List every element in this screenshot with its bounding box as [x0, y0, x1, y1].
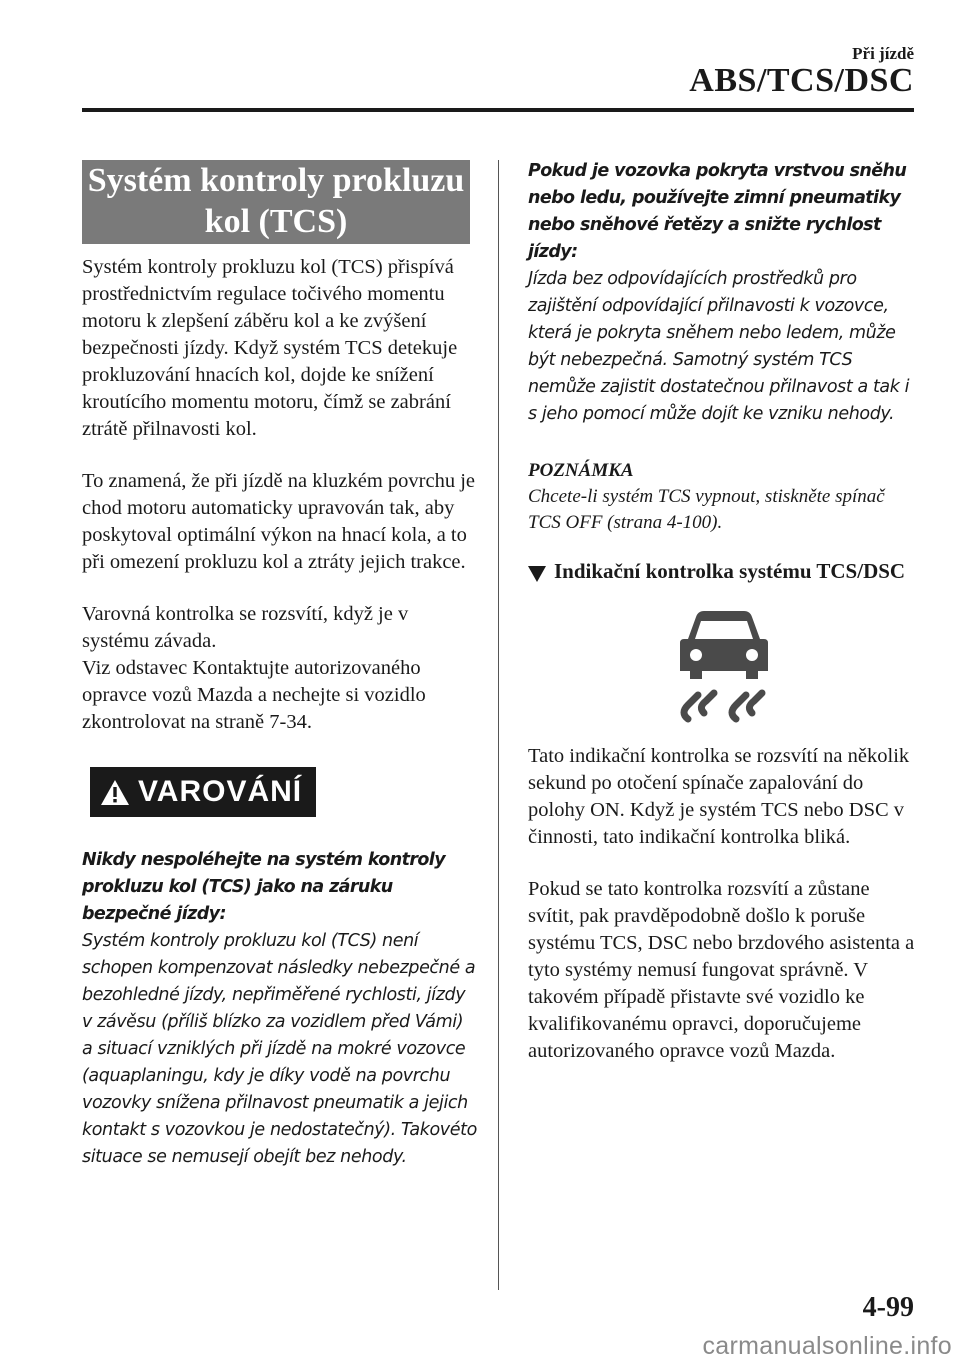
note-heading: POZNÁMKA — [528, 460, 634, 481]
tcs-slippery-paragraph: To znamená, že při jízdě na kluzkém povrchu je chod motoru automaticky upravován tak, aby poskytoval optimální výkon na hnací kola, a to při omezení prokluzu kol a ztráty jejich trakce. — [82, 470, 476, 573]
contact-dealer-paragraph: Viz odstavec Kontaktujte autorizovaného opravce vozů Mazda a nechejte si vozidlo zkontrolovat na straně 7-34. — [82, 657, 426, 733]
indicator-paragraph-1: Tato indikační kontrolka se rozsvítí na několik sekund po otočení spínače zapalování do polohy ON. Když je systém TCS nebo DSC v činnosti, tato indikační kontrolka bliká. — [528, 745, 910, 848]
column-divider — [498, 160, 499, 1290]
snow-warning-heading: Pokud je vozovka pokryta vrstvou sněhu nebo ledu, používejte zimní pneumatiky nebo sněhové řetězy a snižte rychlost jízdy: — [528, 161, 907, 262]
left-column — [82, 254, 478, 1171]
header-chapter-title: ABS/TCS/DSC — [689, 62, 914, 99]
page-number: 4-99 — [862, 1292, 914, 1323]
header-section-title: Při jízdě — [852, 44, 914, 63]
section-title-line2: kol (TCS) — [204, 203, 348, 240]
section-title-line1: Systém kontroly prokluzu — [87, 162, 465, 199]
snow-warning-body: Jízda bez odpovídajících prostředků pro zajištění odpovídající přilnavosti k vozovce, která je pokryta sněhem nebo ledem, může být nebezpečná. Samotný systém TCS nemůže zajistit dostatečnou přilnavost a tak i s jeho pomocí může dojít ke vzniku nehody. — [528, 269, 910, 424]
warning-triangle-icon — [100, 776, 130, 818]
warning-heading: Nikdy nespoléhejte na systém kontroly prokluzu kol (TCS) jako na záruku bezpečné jízdy: — [82, 850, 446, 924]
warning-label: VAROVÁNÍ — [138, 775, 303, 808]
indicator-icon-area — [528, 607, 918, 729]
warning-badge — [90, 767, 316, 817]
indicator-subsection-title: Indikační kontrolka systému TCS/DSC — [554, 559, 906, 583]
tcs-dsc-indicator-icon — [674, 607, 774, 723]
right-column — [528, 158, 918, 1090]
tcs-intro-paragraph: Systém kontroly prokluzu kol (TCS) přispívá prostřednictvím regulace točivého momentu motoru k zlepšení záběru kol a ke zvýšení bezpečnosti jízdy. Když systém TCS detekuje prokluzování hnacích kol, dojde ke snížení kroutícího momentu motoru, čímž se zabrání ztrátě přilnavosti kol. — [82, 256, 458, 440]
indicator-subsection-heading — [528, 558, 918, 585]
indicator-paragraph-2: Pokud se tato kontrolka rozsvítí a zůstane svítit, pak pravděpodobně došlo k poruše systému TCS, DSC nebo brzdového asistenta a tyto systémy nemusí fungovat správně. V takovém případě přistavte své vozidlo ke kvalifikovanému opravci, doporučujeme autorizovaného opravce vozů Mazda. — [528, 878, 915, 1062]
warning-light-paragraph: Varovná kontrolka se rozsvítí, když je v systému závada. — [82, 603, 409, 652]
down-triangle-icon — [528, 566, 546, 587]
section-title-box — [82, 160, 470, 244]
note-body: Chcete-li systém TCS vypnout, stiskněte spínač TCS OFF (strana 4-100). — [528, 486, 885, 533]
header-divider — [82, 108, 914, 112]
warning-body: Systém kontroly prokluzu kol (TCS) není schopen kompenzovat následky nebezpečné a bezohledné jízdy, nepřiměřené rychlosti, jízdy v závěsu (příliš blízko za vozidlem před Vámi) a situací vzniklých při jízdě na mokré vozovce (aquaplaningu, kdy je díky vodě na povrchu vozovky snížena přilnavost pneumatik a jejich kontakt s vozovkou je nedostatečný). Takovéto situace se nemusejí obejít bez nehody. — [82, 931, 477, 1167]
watermark: carmanualsonline.info — [702, 1332, 952, 1360]
